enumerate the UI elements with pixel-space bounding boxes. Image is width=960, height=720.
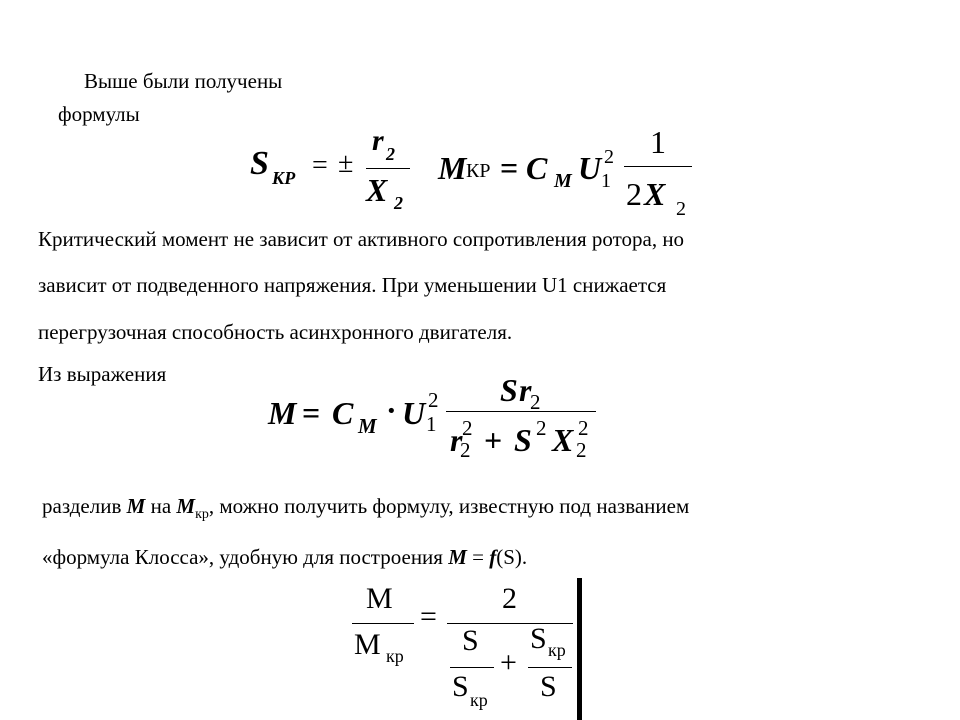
kloss-t2-num: S bbox=[530, 622, 547, 655]
formula-mkp-equals: = bbox=[500, 150, 519, 186]
kloss-rhs-num: 2 bbox=[502, 582, 517, 615]
intro-line-2: формулы bbox=[58, 102, 140, 126]
formula-m-dot: · bbox=[386, 392, 397, 428]
kloss-lhs-den-sub: кр bbox=[386, 646, 404, 666]
formula-m-m: M bbox=[268, 395, 297, 431]
formula-m-den-plus: + bbox=[484, 422, 503, 458]
kloss-text-l2-b: (S). bbox=[496, 545, 528, 569]
kloss-text-l2-f: f bbox=[489, 545, 497, 569]
kloss-equals: = bbox=[420, 600, 437, 633]
kloss-text-l1-b: на bbox=[145, 494, 177, 518]
formula-skp-lhs: S bbox=[250, 145, 269, 182]
formula-m-den-x-sup: 2 bbox=[578, 416, 589, 440]
formula-skp-den-sub: 2 bbox=[394, 193, 403, 213]
kloss-text-l1-m: М bbox=[126, 494, 146, 518]
kloss-text-l2-a: «формула Клосса», удобную для построения bbox=[42, 545, 449, 569]
formula-mkp-den-coef: 2 bbox=[626, 176, 642, 212]
kloss-text-l1-mkp: М bbox=[176, 494, 196, 518]
kloss-t2-num-sub: кр bbox=[548, 640, 566, 660]
paragraph-line-2: зависит от подведенного напряжения. При уменьшении U1 снижается bbox=[38, 273, 667, 297]
formula-mkp-u-sup: 2 bbox=[604, 146, 614, 168]
formula-skp-equals: = bbox=[312, 150, 328, 181]
kloss-text-line-2 bbox=[42, 545, 527, 569]
kloss-t1-den-sub: кр bbox=[470, 690, 488, 710]
intro-line-1: Выше были получены bbox=[84, 69, 283, 93]
formula-mkp-c: C bbox=[526, 150, 548, 186]
kloss-t2-den: S bbox=[540, 670, 557, 703]
formula-mkp-u: U bbox=[578, 150, 602, 186]
kloss-text-l2-m: М bbox=[448, 545, 467, 569]
formula-m-den-r: r bbox=[450, 422, 463, 458]
formula-m-den-r-sub: 2 bbox=[460, 438, 471, 462]
kloss-text-l1-c: , можно получить формулу, известную под названием bbox=[208, 494, 690, 518]
formula-m-u: U bbox=[402, 395, 426, 431]
formula-m-den-x: X bbox=[552, 422, 574, 458]
formula-skp-den: X bbox=[366, 172, 388, 208]
kloss-lhs-den: M bbox=[354, 628, 381, 661]
formula-m-equals: = bbox=[302, 395, 321, 431]
kloss-lhs-num: M bbox=[366, 582, 393, 615]
paragraph-line-3: перегрузочная способность асинхронного двигателя. bbox=[38, 320, 513, 344]
formula-skp-pm: ± bbox=[338, 148, 354, 179]
formula-m-num-r-sub: 2 bbox=[530, 390, 541, 414]
formula-m-num-r: r bbox=[519, 372, 532, 408]
from-expression-label: Из выражения bbox=[38, 362, 167, 386]
formula-mkp-fraction-bar bbox=[624, 166, 692, 167]
formula-m-num-s: S bbox=[500, 372, 518, 408]
formula-m-u-sub: 1 bbox=[426, 412, 437, 436]
kloss-text-l1-kp: кр bbox=[195, 507, 209, 523]
formula-skp-lhs-sub: КР bbox=[272, 168, 296, 188]
kloss-plus: + bbox=[500, 646, 517, 679]
formula-m-den-s-sup: 2 bbox=[536, 416, 547, 440]
kloss-t2-fraction-bar bbox=[528, 667, 572, 668]
kloss-text-line-1 bbox=[42, 494, 689, 527]
formula-m-c-sub: M bbox=[358, 414, 377, 438]
formula-skp-num: r bbox=[372, 124, 384, 157]
kloss-text-l2-eq: = bbox=[466, 545, 490, 569]
formula-m-den-x-sub: 2 bbox=[576, 438, 587, 462]
formula-mkp-c-sub: M bbox=[554, 170, 572, 192]
formula-m-u-sup: 2 bbox=[428, 388, 439, 412]
formula-mkp-den-sub: 2 bbox=[676, 198, 686, 220]
kloss-t1-den: S bbox=[452, 670, 469, 703]
kloss-lhs-fraction-bar bbox=[352, 623, 414, 624]
formula-m-fraction-bar bbox=[446, 411, 596, 412]
formula-skp-num-sub: 2 bbox=[386, 144, 395, 164]
formula-skp-fraction-bar bbox=[366, 168, 410, 169]
kloss-right-bar bbox=[577, 578, 582, 720]
formula-m-den-s: S bbox=[514, 422, 532, 458]
formula-mkp-num: 1 bbox=[650, 124, 666, 160]
kloss-t1-fraction-bar bbox=[450, 667, 494, 668]
formula-mkp-u-sub: 1 bbox=[601, 170, 611, 192]
formula-mkp-den-x: X bbox=[644, 176, 666, 212]
formula-m-den-r-sup: 2 bbox=[462, 416, 473, 440]
formula-m-c: C bbox=[332, 395, 354, 431]
formula-mkp-m: M bbox=[438, 150, 467, 186]
paragraph-line-1: Критический момент не зависит от активного сопротивления ротора, но bbox=[38, 227, 685, 251]
kloss-t1-num: S bbox=[462, 624, 479, 657]
kloss-text-l1-a: разделив bbox=[42, 494, 127, 518]
formula-mkp-m-sub: КР bbox=[466, 160, 491, 182]
